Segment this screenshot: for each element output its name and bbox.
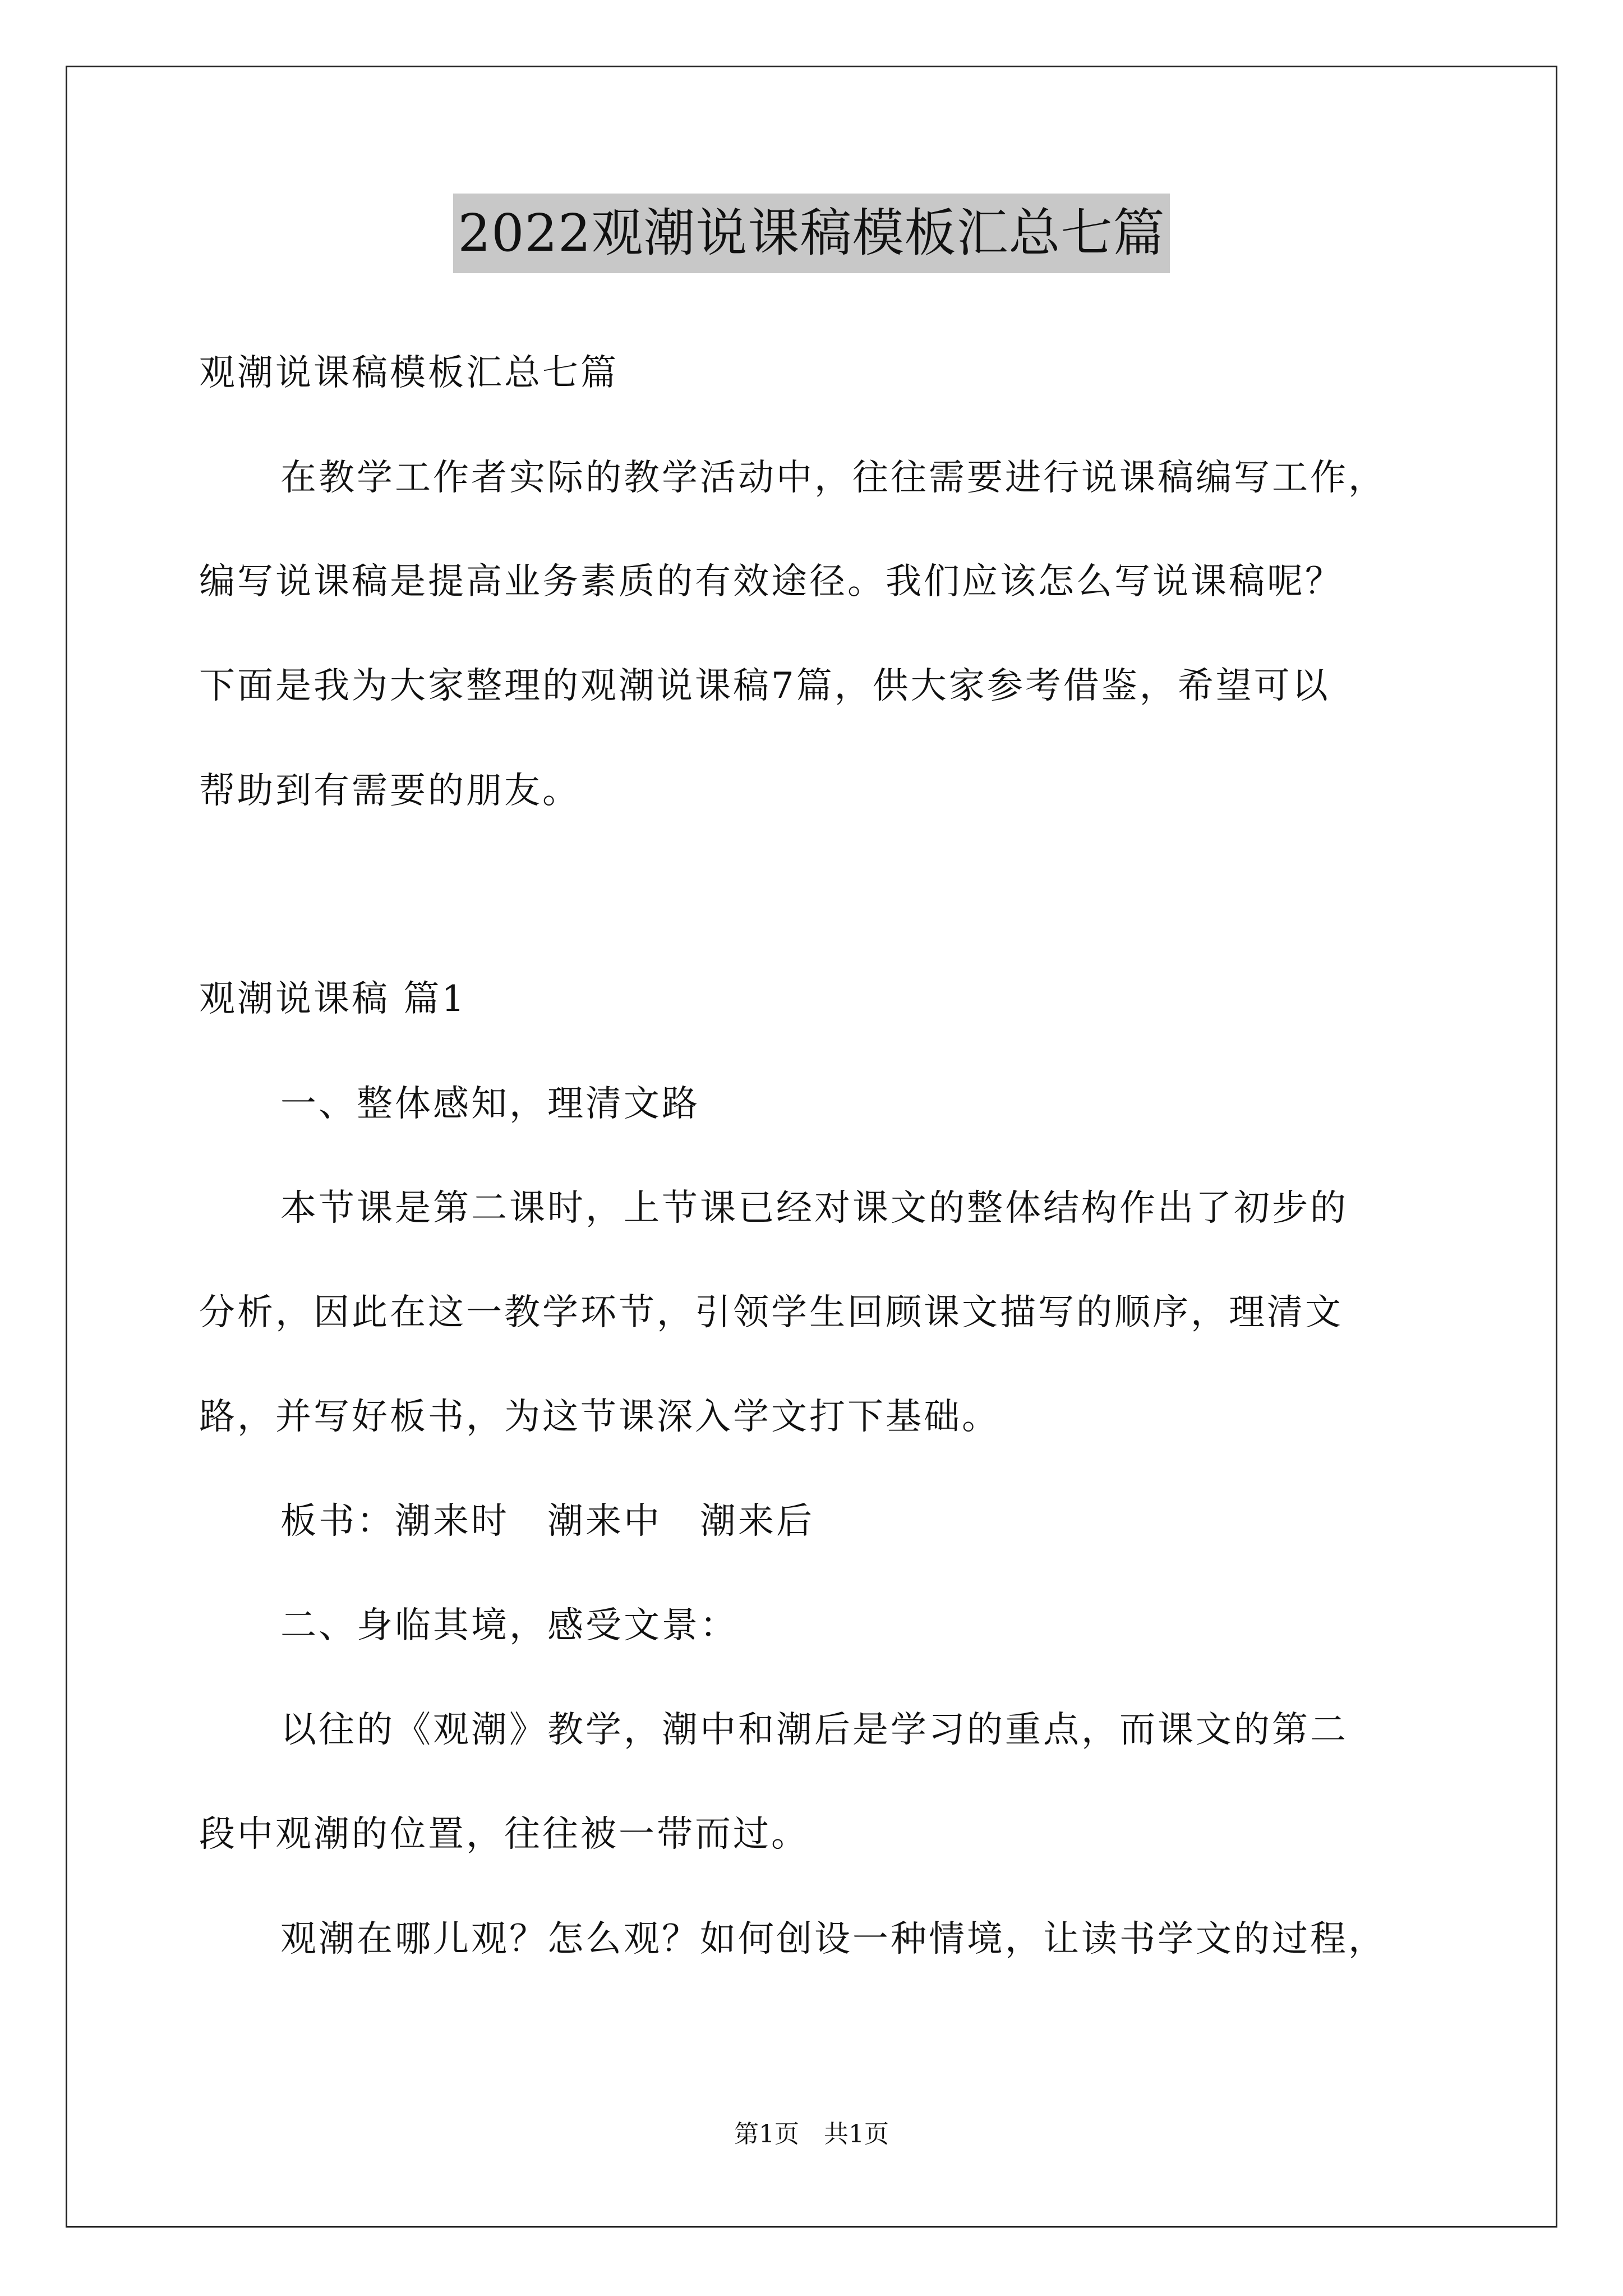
subtitle: 观潮说课稿模板汇总七篇 — [199, 352, 619, 394]
section-line-3: 分析，因此在这一教学环节，引领学生回顾课文描写的顺序，理清文 — [199, 1292, 1343, 1333]
intro-line-4: 帮助到有需要的朋友。 — [199, 770, 580, 812]
section-line-4: 路，并写好板书，为这节课深入学文打下基础。 — [199, 1396, 1000, 1438]
section-line-6: 二、身临其境，感受文景： — [280, 1605, 738, 1646]
title-wrap — [0, 194, 1623, 273]
section-heading: 观潮说课稿 篇1 — [199, 978, 467, 1020]
section-line-1: 一、整体感知，理清文路 — [280, 1083, 700, 1125]
section-line-9: 观潮在哪儿观？怎么观？如何创设一种情境，让读书学文的过程， — [280, 1918, 1386, 1960]
section-line-5: 板书：潮来时 潮来中 潮来后 — [280, 1501, 814, 1542]
intro-line-2: 编写说课稿是提高业务素质的有效途径。我们应该怎么写说课稿呢？ — [199, 561, 1343, 602]
section-line-8: 段中观潮的位置，往往被一带而过。 — [199, 1814, 809, 1855]
intro-line-3: 下面是我为大家整理的观潮说课稿7篇，供大家参考借鉴，希望可以 — [199, 665, 1330, 707]
intro-line-1: 在教学工作者实际的教学活动中，往往需要进行说课稿编写工作， — [280, 457, 1386, 499]
section-line-7: 以往的《观潮》教学，潮中和潮后是学习的重点，而课文的第二 — [280, 1709, 1348, 1751]
document-title: 2022观潮说课稿模板汇总七篇 — [453, 194, 1169, 273]
section-line-2: 本节课是第二课时，上节课已经对课文的整体结构作出了初步的 — [280, 1188, 1348, 1229]
page-footer: 第1页 共1页 — [734, 2120, 889, 2148]
